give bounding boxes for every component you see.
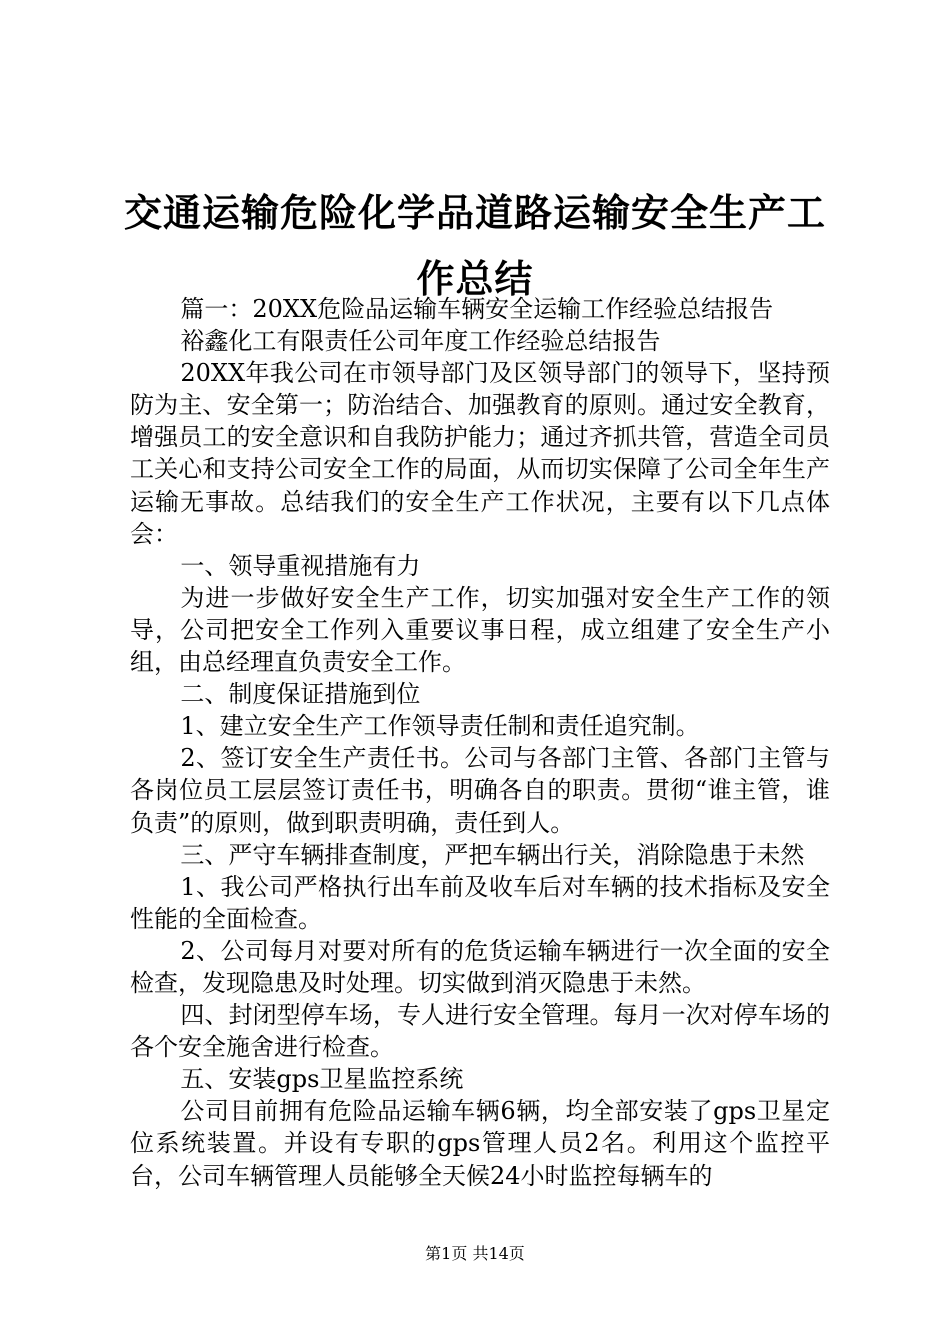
paragraph-item-3-1: 1、我公司严格执行出车前及收车后对车辆的技术指标及安全性能的全面检查。: [130, 872, 830, 933]
paragraph-section-1: 为进一步做好安全生产工作，切实加强对安全生产工作的领导，公司把安全工作列入重要议事日程，成立组建了安全生产小组，由总经理直负责安全工作。: [130, 583, 830, 677]
section-heading-5: 五、安装gps卫星监控系统: [180, 1065, 464, 1094]
section-heading-3: 三、严守车辆排查制度，严把车辆出行关，消除隐患于未然: [180, 840, 805, 869]
section-heading-1: 一、领导重视措施有力: [180, 551, 421, 580]
paragraph-subtitle: 裕鑫化工有限责任公司年度工作经验总结报告: [180, 327, 661, 356]
document-body: [130, 293, 830, 1192]
paragraph-section-5: 公司目前拥有危险品运输车辆6辆，均全部安装了gps卫星定位系统装置。并设有专职的gps管理人员2名。利用这个监控平台，公司车辆管理人员能够全天候24小时监控每辆车的: [130, 1097, 830, 1190]
paragraph-item-3-2: 2、公司每月对要对所有的危货运输车辆进行一次全面的安全检查，发现隐患及时处理。切实做到消灭隐患于未然。: [130, 936, 830, 997]
document-title: 交通运输危险化学品道路运输安全生产工作总结: [123, 190, 826, 301]
paragraph-heading-1: 篇一：20XX危险品运输车辆安全运输工作经验总结报告: [180, 295, 774, 323]
paragraph-item-2-2: 2、签订安全生产责任书。公司与各部门主管、各部门主管与各岗位员工层层签订责任书，明确各自的职责。贯彻“谁主管，谁负责”的原则，做到职责明确，责任到人。: [130, 744, 830, 837]
page-footer: 第1页 共14页: [425, 1244, 525, 1263]
paragraph-item-2-1: 1、建立安全生产工作领导责任制和责任追究制。: [180, 712, 700, 741]
section-heading-4: 四、封闭型停车场，专人进行安全管理。每月一次对停车场的各个安全施舍进行检查。: [130, 1001, 830, 1062]
section-heading-2: 二、制度保证措施到位: [180, 680, 421, 709]
paragraph-intro: 20XX年我公司在市领导部门及区领导部门的领导下，坚持预防为主、安全第一；防治结合、加强教育的原则。通过安全教育，增强员工的安全意识和自我防护能力；通过齐抓共管，营造全司员工关心和支持公司安全工作的局面，从而切实保障了公司全年生产运输无事故。总结我们的安全生产工作状况，主要有以下几点体会：: [130, 359, 830, 548]
